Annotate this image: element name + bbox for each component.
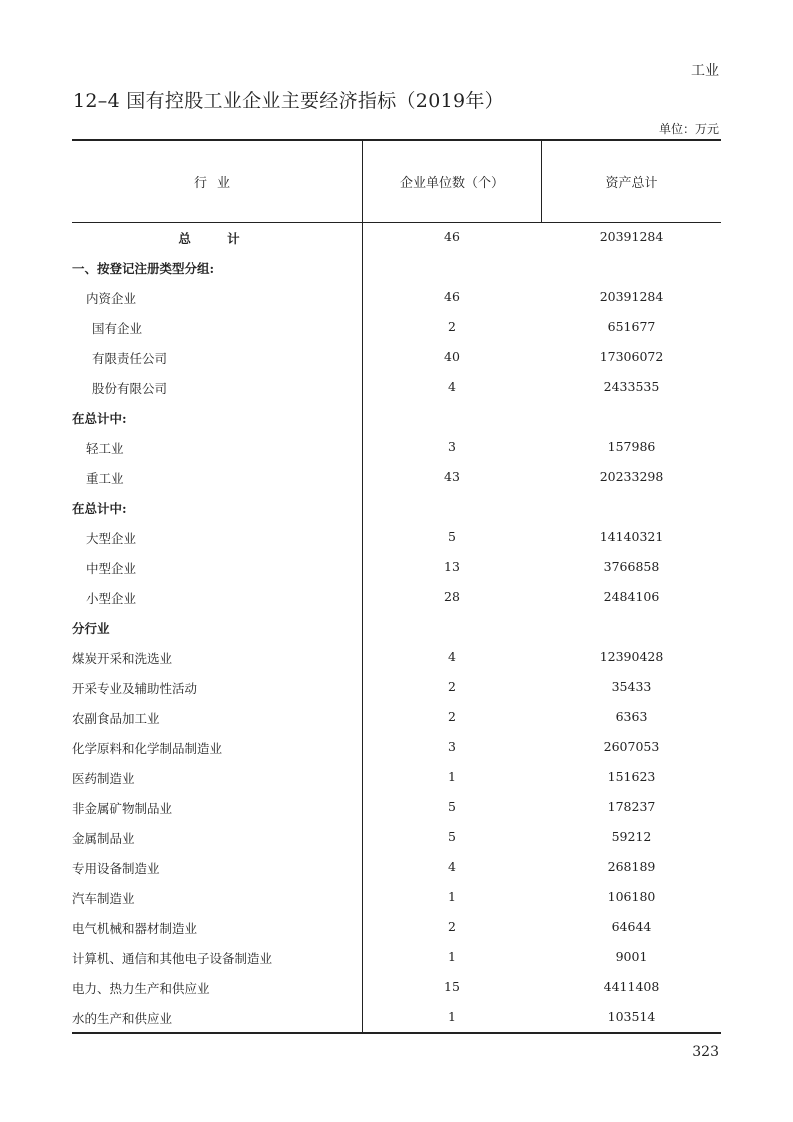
table-row bbox=[72, 313, 721, 343]
row-enterprise-count: 4 bbox=[448, 379, 456, 394]
row-label: 小型企业 bbox=[86, 591, 137, 606]
row-total-assets: 2433535 bbox=[603, 379, 660, 394]
table-row bbox=[72, 373, 721, 403]
row-total-assets: 151623 bbox=[607, 769, 656, 784]
column-header-enterprise-count: 企业单位数（个） bbox=[399, 176, 504, 191]
unit-label: 单位：万元 bbox=[658, 122, 719, 136]
row-label: 分行业 bbox=[72, 621, 110, 636]
row-total-assets: 4411408 bbox=[603, 979, 660, 994]
table-row bbox=[72, 883, 721, 913]
row-label: 计算机、通信和其他电子设备制造业 bbox=[72, 951, 273, 966]
table-row bbox=[72, 343, 721, 373]
row-total-assets: 157986 bbox=[607, 439, 656, 454]
row-enterprise-count: 46 bbox=[444, 229, 460, 244]
table-row bbox=[72, 703, 721, 733]
row-label: 内资企业 bbox=[86, 291, 137, 306]
row-label: 农副食品加工业 bbox=[72, 711, 160, 726]
table-row bbox=[72, 973, 721, 1003]
row-label: 汽车制造业 bbox=[72, 891, 135, 906]
row-total-assets: 2607053 bbox=[603, 739, 660, 754]
row-total-assets: 20391284 bbox=[599, 289, 664, 304]
row-label: 医药制造业 bbox=[72, 771, 135, 786]
column-header-industry: 行业 bbox=[193, 176, 240, 191]
row-enterprise-count: 1 bbox=[448, 949, 456, 964]
row-total-assets: 20391284 bbox=[599, 229, 664, 244]
table-row bbox=[72, 643, 721, 673]
row-enterprise-count: 1 bbox=[448, 1009, 456, 1024]
table-row bbox=[72, 913, 721, 943]
row-enterprise-count: 3 bbox=[448, 739, 456, 754]
row-label: 在总计中: bbox=[72, 501, 127, 516]
table-row bbox=[72, 223, 721, 253]
table-title: 12–4 国有控股工业企业主要经济指标（2019年） bbox=[73, 90, 504, 112]
table-row bbox=[72, 853, 721, 883]
row-total-assets: 20233298 bbox=[599, 469, 664, 484]
table-row bbox=[72, 1003, 721, 1033]
row-enterprise-count: 4 bbox=[448, 649, 456, 664]
row-total-assets: 178237 bbox=[607, 799, 656, 814]
row-enterprise-count: 5 bbox=[448, 799, 456, 814]
row-label: 在总计中: bbox=[72, 411, 127, 426]
row-total-assets: 2484106 bbox=[603, 589, 660, 604]
row-total-assets: 17306072 bbox=[599, 349, 664, 364]
row-enterprise-count: 5 bbox=[448, 829, 456, 844]
column-header-total-assets: 资产总计 bbox=[605, 176, 658, 191]
table-row bbox=[72, 433, 721, 463]
row-label: 国有企业 bbox=[92, 321, 143, 336]
table-row bbox=[72, 823, 721, 853]
row-total-assets: 14140321 bbox=[599, 529, 664, 544]
row-label: 一、按登记注册类型分组: bbox=[72, 261, 215, 276]
row-label: 电力、热力生产和供应业 bbox=[72, 981, 210, 996]
table-row bbox=[72, 583, 721, 613]
row-label: 轻工业 bbox=[86, 441, 124, 456]
row-label: 金属制品业 bbox=[72, 831, 135, 846]
row-label: 化学原料和化学制品制造业 bbox=[72, 741, 223, 756]
row-total-assets: 106180 bbox=[607, 889, 656, 904]
row-label: 电气机械和器材制造业 bbox=[72, 921, 198, 936]
row-label: 大型企业 bbox=[86, 531, 137, 546]
row-total-assets: 651677 bbox=[607, 319, 656, 334]
row-total-assets: 9001 bbox=[615, 949, 648, 964]
row-enterprise-count: 2 bbox=[448, 709, 456, 724]
table-row bbox=[72, 493, 721, 523]
page-number: 323 bbox=[692, 1044, 719, 1060]
row-total-assets: 103514 bbox=[607, 1009, 656, 1024]
table-row bbox=[72, 673, 721, 703]
row-total-assets: 64644 bbox=[611, 919, 652, 934]
row-label: 非金属矿物制品业 bbox=[72, 801, 173, 816]
table-row bbox=[72, 793, 721, 823]
row-enterprise-count: 5 bbox=[448, 529, 456, 544]
row-enterprise-count: 4 bbox=[448, 859, 456, 874]
row-label: 专用设备制造业 bbox=[72, 861, 160, 876]
row-enterprise-count: 13 bbox=[444, 559, 460, 574]
row-enterprise-count: 40 bbox=[444, 349, 460, 364]
row-total-assets: 12390428 bbox=[599, 649, 664, 664]
section-label: 工业 bbox=[691, 63, 719, 79]
row-enterprise-count: 1 bbox=[448, 769, 456, 784]
row-total-assets: 59212 bbox=[611, 829, 652, 844]
row-label: 中型企业 bbox=[86, 561, 137, 576]
row-label: 开采专业及辅助性活动 bbox=[72, 681, 198, 696]
table-row bbox=[72, 283, 721, 313]
row-enterprise-count: 15 bbox=[444, 979, 460, 994]
table-row bbox=[72, 403, 721, 433]
row-enterprise-count: 43 bbox=[444, 469, 460, 484]
row-enterprise-count: 46 bbox=[444, 289, 460, 304]
row-label: 股份有限公司 bbox=[92, 381, 168, 396]
table-row bbox=[72, 733, 721, 763]
row-label: 水的生产和供应业 bbox=[72, 1011, 173, 1026]
row-enterprise-count: 2 bbox=[448, 319, 456, 334]
row-enterprise-count: 28 bbox=[444, 589, 460, 604]
table-row bbox=[72, 763, 721, 793]
row-enterprise-count: 2 bbox=[448, 679, 456, 694]
row-label: 有限责任公司 bbox=[92, 351, 168, 366]
table-row bbox=[72, 613, 721, 643]
table-row bbox=[72, 553, 721, 583]
row-label: 煤炭开采和洗选业 bbox=[72, 651, 173, 666]
row-enterprise-count: 1 bbox=[448, 889, 456, 904]
row-label: 重工业 bbox=[86, 471, 124, 486]
table-row bbox=[72, 253, 721, 283]
row-label: 总 计 bbox=[178, 231, 256, 246]
row-enterprise-count: 3 bbox=[448, 439, 456, 454]
row-total-assets: 35433 bbox=[611, 679, 652, 694]
row-total-assets: 3766858 bbox=[603, 559, 660, 574]
table-row bbox=[72, 463, 721, 493]
table-row bbox=[72, 943, 721, 973]
table-row bbox=[72, 523, 721, 553]
row-total-assets: 268189 bbox=[607, 859, 656, 874]
row-total-assets: 6363 bbox=[615, 709, 648, 724]
row-enterprise-count: 2 bbox=[448, 919, 456, 934]
